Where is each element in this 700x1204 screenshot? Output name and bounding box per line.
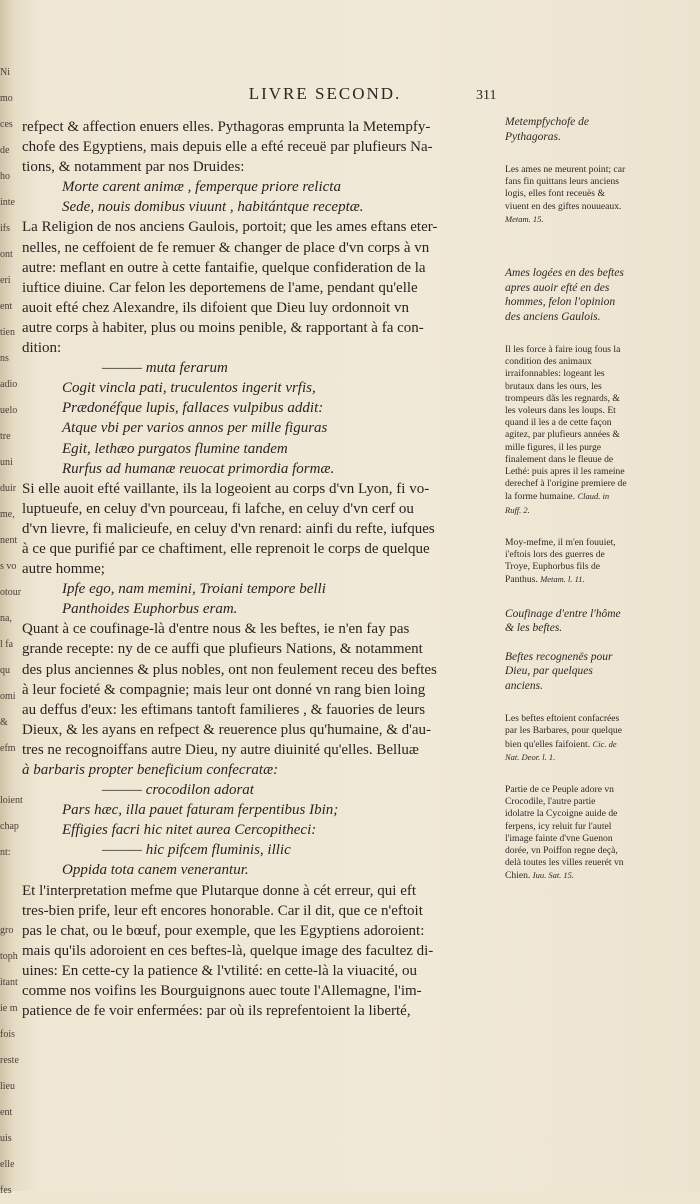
- gutter-fragment: nt:: [0, 847, 11, 858]
- margin-note-text: Les ames ne meurent point; car fans fin quittans leurs anciens logis, elles font receuës & viuent en des giftes nouueaux.: [505, 164, 626, 212]
- margin-heading: [505, 266, 627, 324]
- text-line: au deffus d'eux: les eftimans tantoft familieres , & fauories de leurs: [22, 701, 426, 718]
- text-line: nelles, ne ceffoient de fe remuer & changer de place d'vn corps à vn: [22, 239, 430, 256]
- gutter-fragment: adio: [0, 379, 18, 390]
- text-line: iuftice diuine. Car felon les deportemens de l'ame, pendant qu'elle: [22, 279, 418, 296]
- text-line: autre homme;: [22, 561, 105, 578]
- gutter-fragment: [0, 866, 16, 892]
- margin-note: [505, 537, 627, 587]
- margin-heading: [505, 650, 627, 694]
- text-line: autre corps à habiter, plus ou moins penible, & rapportant à fa con-: [22, 319, 424, 336]
- text-line: auoit efté chez Alexandre, ils difoient que Dieu luy ordonnoit vn: [22, 299, 409, 316]
- gutter-fragment: fois: [0, 1029, 15, 1040]
- gutter-fragment: omi: [0, 691, 16, 702]
- gutter-fragment: s vo: [0, 561, 17, 572]
- verse-line: ——— hic pifcem fluminis, illic: [102, 842, 291, 859]
- text-line: uines: En cette-cy la patience & l'vtilité: en cette-là la viuacité, ou: [22, 962, 418, 979]
- gutter-fragment: me,: [0, 509, 15, 520]
- verse-line: Cogit vincla pati, truculentos ingerit vrfis,: [62, 380, 316, 397]
- verse-line: Panthoides Euphorbus eram.: [62, 601, 238, 618]
- text-line: luptueufe, en celuy d'vn pourceau, fi lafche, en celuy d'vn cerf ou: [22, 500, 414, 517]
- margin-note-text: Partie de ce Peuple adore vn Crocodile, l'autre partie idolatre la Cycoigne auide de ferpens, icy reluit fur l'autel l'image fainte d'vne Guenon dorée, vn Poiffon regne deçà, delà toutes les villes reuerét vn Chien.: [505, 783, 624, 882]
- gutter-fragment: de: [0, 145, 10, 156]
- margin-note: [505, 713, 627, 764]
- margin-note-text: Coufinage d'entre l'hôme & les beftes.: [505, 607, 621, 635]
- verse-line: Atque vbi per varios annos per mille figuras: [62, 420, 328, 437]
- margin-note-reference: Iuu. Sat. 15.: [532, 870, 575, 881]
- gutter-fragment: otour: [0, 587, 22, 598]
- gutter-fragment: tre: [0, 431, 11, 442]
- gutter-fragment: ho: [0, 171, 10, 182]
- text-line: des plus anciennes & plus nobles, ont non feulement receu des beftes: [22, 661, 437, 678]
- gutter-fragment: eri: [0, 275, 11, 286]
- text-line: chofe des Egyptiens, mais depuis elle a efté receuë par plufieurs Na-: [22, 139, 433, 156]
- verse-line: Ipfe ego, nam memini, Troiani tempore belli: [62, 581, 326, 598]
- gutter-fragment: tien: [0, 327, 15, 338]
- gutter-fragment: [0, 762, 16, 788]
- gutter-fragment: ifs: [0, 223, 10, 234]
- margin-note-reference: Metam. l. 11.: [540, 574, 585, 585]
- running-head: LIVRE SECOND.: [248, 84, 402, 103]
- text-line: tres ne recognoiffans autre Dieu, ny autre diuinité qu'elles. Belluæ: [22, 741, 419, 758]
- text-line: comme nos voifins les Bourguignons auec toute l'Allemagne, l'im-: [22, 983, 422, 1000]
- text-line: à ce que purifié par ce chaftiment, elle reprenoit le corps de quelque: [22, 540, 430, 557]
- gutter-fragment: toph: [0, 951, 18, 962]
- margin-note: [505, 344, 627, 517]
- gutter-fragment: elle: [0, 1159, 15, 1170]
- gutter-fragment: itant: [0, 977, 18, 988]
- gutter-fragment: ent: [0, 1107, 13, 1118]
- gutter-fragment: inte: [0, 197, 15, 208]
- gutter-fragment: ent: [0, 301, 13, 312]
- text-line: dition:: [22, 340, 62, 357]
- gutter-fragment: lieu: [0, 1081, 15, 1092]
- gutter-fragment: nent: [0, 535, 18, 546]
- margin-heading: [505, 115, 627, 144]
- text-line: à barbaris propter beneficium confecratæ:: [22, 762, 279, 778]
- gutter-fragment: uelo: [0, 405, 18, 416]
- margin-note-reference: Cic. de Nat. Deor. l. 1.: [505, 738, 617, 762]
- text-line: Et l'interpretation mefme que Plutarque donne à cét erreur, qui eft: [22, 882, 417, 899]
- margin-note-reference: Metam. 15.: [505, 213, 544, 224]
- gutter-fragment: reste: [0, 1055, 19, 1066]
- gutter-fragment: ie m: [0, 1003, 18, 1014]
- gutter-fragment: ont: [0, 249, 13, 260]
- text-line: refpect & affection enuers elles. Pythagoras emprunta la Metempfy-: [22, 119, 431, 135]
- margin-note-text: Il les force à faire ioug fous la condition des animaux irraifonnables: logeant les brutaux dans les ours, les trompeurs dãs les regnards, & les voleurs dans les loups. Et quand il les a de cette façon agitez, par plufieurs années & mille figures, il les purge finalement dans le fleuue de Lethé: puis apres il les rameine derechef à l'origine premiere de la forme humaine.: [505, 344, 627, 503]
- margin-note-text: Moy-mefme, il m'en fouuiet, i'eftois lors des guerres de Troye, Euphorbus fils de Panthus.: [505, 536, 616, 586]
- text-line: pas le chat, ou le bœuf, pour exemple, que les Egyptiens adoroient:: [22, 922, 425, 939]
- gutter-fragment: &: [0, 717, 8, 728]
- text-line: tions, & notamment par nos Druides:: [22, 159, 245, 176]
- margin-note-text: Beftes recognenës pour Dieu, par quelques anciens.: [505, 650, 613, 692]
- gutter-fragment: chap: [0, 821, 19, 832]
- gutter-fragment: l fa: [0, 639, 14, 650]
- facing-page-gutter: [0, 60, 23, 1196]
- verse-line: Prædonéfque lupis, fallaces vulpibus addit:: [62, 400, 324, 417]
- text-line: grande recepte: ny de ce auffi que plufieurs Nations, & notamment: [22, 641, 423, 658]
- gutter-fragment: na,: [0, 613, 12, 624]
- text-line: d'vn lievre, fi malicieufe, en celuy d'vn renard: ainfi du refte, iufques: [22, 520, 435, 537]
- gutter-fragment: [0, 892, 16, 918]
- gutter-fragment: efm: [0, 743, 16, 754]
- text-line: autre: meflant en outre à cette fantaifie, quelque confideration de la: [22, 259, 426, 276]
- text-line: mais qu'ils adoroient en ces beftes-là, quelque image des facultez di-: [22, 942, 434, 959]
- verse-line: ——— muta ferarum: [102, 360, 228, 377]
- verse-line: Morte carent animæ , femperque priore relicta: [62, 179, 341, 196]
- gutter-fragment: uni: [0, 457, 13, 468]
- margin-note: [505, 784, 627, 883]
- text-line: La Religion de nos anciens Gaulois, portoit; que les ames eftans eter-: [22, 219, 438, 236]
- text-line: à leur focieté & compagnie; mais leur ont donné vn rang bien loing: [22, 681, 426, 698]
- gutter-fragment: loient: [0, 795, 23, 806]
- verse-line: Egit, lethæo purgatos flumine tandem: [62, 440, 288, 457]
- text-line: Si elle auoit efté vaillante, ils la logeoient au corps d'vn Lyon, fi vo-: [22, 480, 430, 497]
- margin-note-text: Les beftes eftoient confacrées par les Barbares, pour quelque bien qu'elles faifoient.: [505, 713, 622, 750]
- gutter-fragment: qu: [0, 665, 10, 676]
- gutter-fragment: ns: [0, 353, 9, 364]
- gutter-fragment: duir: [0, 483, 17, 494]
- margin-notes-column: [505, 115, 627, 897]
- verse-line: ——— crocodilon adorat: [102, 782, 254, 799]
- margin-note-text: Metempfychofe de Pythagoras.: [505, 116, 589, 143]
- text-line: tres-bien prife, leur eft encores honorable. Car il dit, que ce n'eftoit: [22, 902, 423, 919]
- gutter-fragment: ces: [0, 119, 13, 130]
- main-text-column: [22, 117, 500, 1021]
- verse-line: Effigies facri hic nitet aurea Cercopitheci:: [62, 822, 317, 839]
- gutter-fragment: fes: [0, 1185, 12, 1196]
- verse-line: Pars hæc, illa pauet faturam ferpentibus Ibin;: [62, 802, 339, 819]
- margin-note: [505, 164, 627, 226]
- verse-line: Rurfus ad humanæ reuocat primordia formæ.: [62, 460, 335, 477]
- verse-line: Oppida tota canem venerantur.: [62, 862, 249, 879]
- margin-heading: [505, 607, 627, 636]
- text-line: Quant à ce coufinage-là d'entre nous & les beftes, ie n'en fay pas: [22, 621, 410, 638]
- margin-note-text: Ames logées en des beftes apres auoir efté en des hommes, felon l'opinion des anciens Gaulois.: [505, 267, 624, 323]
- margin-note-reference: Claud. in Ruff. 2.: [505, 491, 610, 515]
- page-number: 311: [476, 88, 497, 103]
- gutter-fragment: Ni: [0, 67, 10, 78]
- gutter-fragment: gro: [0, 925, 14, 936]
- text-line: patience de fe voir enfermées: par où ils reprefentoient la liberté,: [22, 1003, 411, 1020]
- verse-line: Sede, nouis domibus viuunt , habitántque receptæ.: [62, 199, 364, 216]
- gutter-fragment: uis: [0, 1133, 12, 1144]
- gutter-fragment: mo: [0, 93, 13, 104]
- text-line: Dieux, & les ayans en refpect & reuerence plus qu'humaine, & d'au-: [22, 721, 432, 738]
